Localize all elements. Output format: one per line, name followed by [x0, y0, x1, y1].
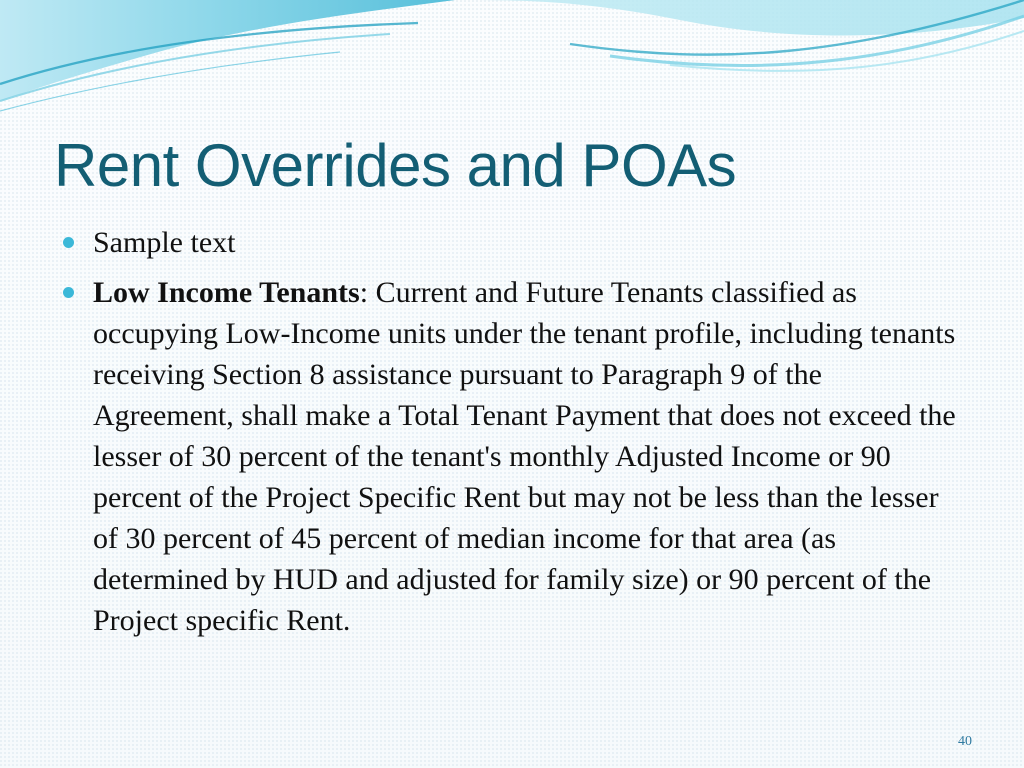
bullet-list: [60, 222, 960, 650]
list-item-low-income-tenants: [60, 272, 960, 641]
term-separator: :: [359, 276, 376, 309]
bullet-text: Sample text: [93, 226, 236, 259]
slide-title: Rent Overrides and POAs: [54, 132, 737, 199]
bullet-text: Current and Future Tenants classified as occupying Low-Income units under the tenant profile, including tenants receiving Section 8 assistance pursuant to Paragraph 9 of the Agreement, shall make a Total Tenant Payment that does not exceed the lesser of 30 percent of the tenant's monthly Adjusted Income or 90 percent of the Project Specific Rent but may not be less than the lesser of 30 percent of 45 percent of median income for that area (as determined by HUD and adjusted for family size) or 90 percent of the Project specific Rent.: [93, 276, 956, 637]
list-item-sample-text: [60, 222, 960, 263]
bullet-icon: [63, 237, 74, 248]
page-number: 40: [958, 734, 972, 749]
header-wave-graphic: [0, 0, 1024, 130]
bullet-icon: [63, 287, 74, 298]
bullet-term: Low Income Tenants: [93, 276, 360, 309]
